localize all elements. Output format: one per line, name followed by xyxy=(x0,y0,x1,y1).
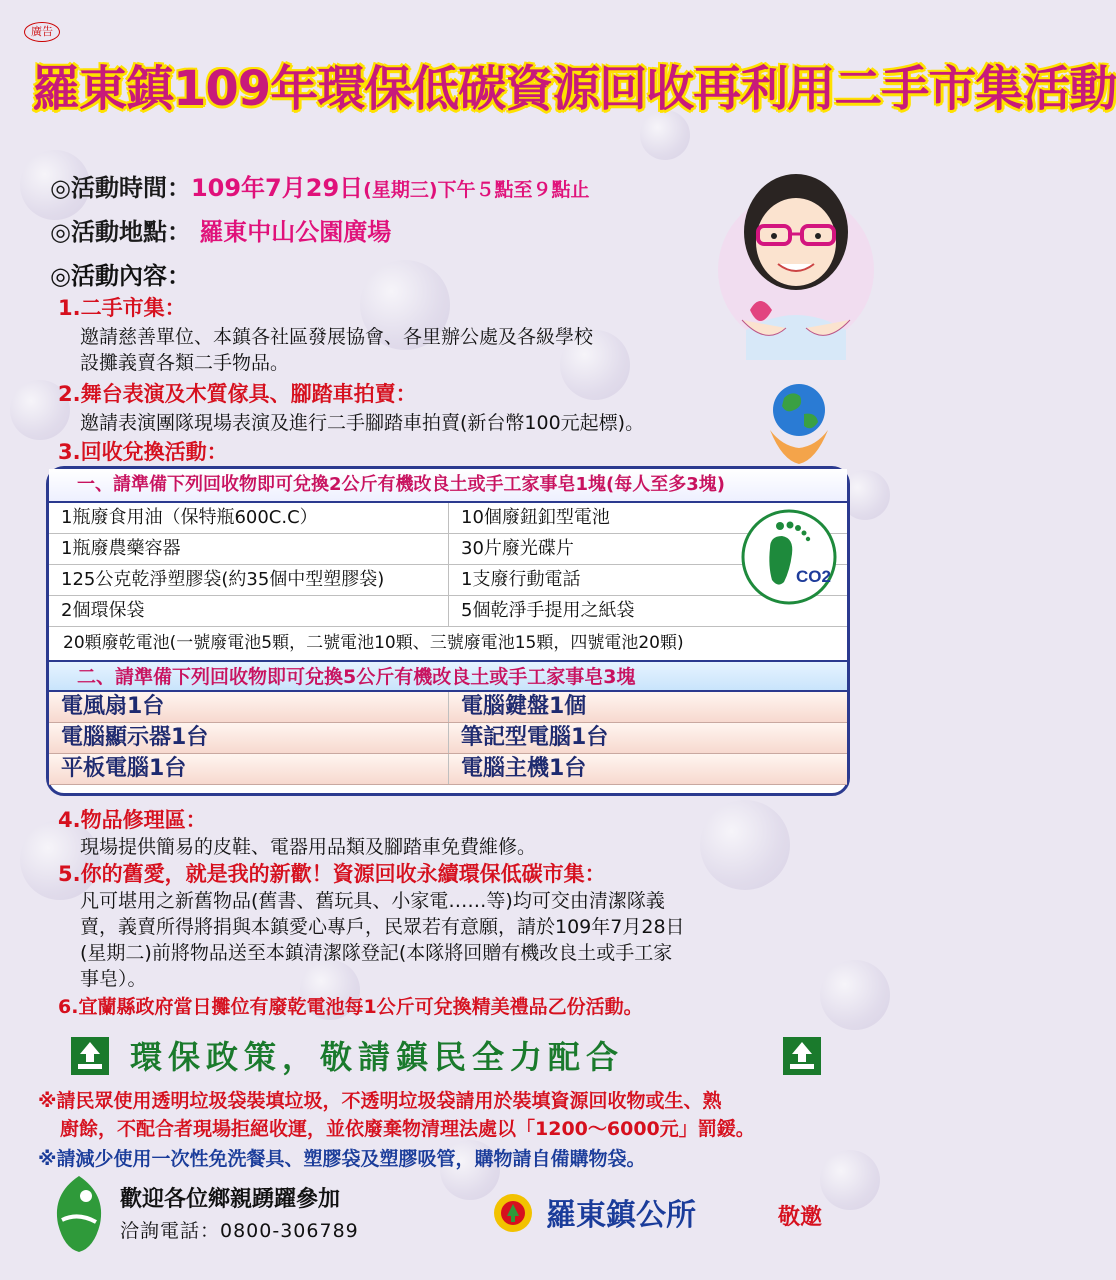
ad-badge: 廣告 xyxy=(24,22,60,42)
eco-leaf-logo xyxy=(48,1172,110,1256)
contact-phone: 洽詢電話：0800-306789 xyxy=(120,1220,359,1242)
table-row xyxy=(49,723,847,754)
section-1-line-2: 設攤義賣各類二手物品。 xyxy=(80,352,290,374)
section-2-line-1: 邀請表演團隊現場表演及進行二手腳踏車拍賣(新台幣100元起標)。 xyxy=(80,412,645,434)
table-cell: 筆記型電腦1台 xyxy=(461,725,609,750)
table-row-full: 20顆廢乾電池(一號廢電池5顆，二號電池10顆、三號廢電池15顆，四號電池20顆) xyxy=(63,633,684,653)
event-time xyxy=(50,168,590,203)
event-content-label: ◎活動內容： xyxy=(50,262,191,290)
notice-1-line-2: 廚餘，不配合者現場拒絕收運，並依廢棄物清理法處以「1200～6000元」罰鍰。 xyxy=(60,1118,755,1140)
event-place-value: 羅東中山公園廣場 xyxy=(199,218,392,246)
welcome-text: 歡迎各位鄉親踴躍參加 xyxy=(120,1187,341,1212)
page-title: 羅東鎮109年環保低碳資源回收再利用二手市集活動 xyxy=(32,61,1116,117)
section-5-line-4: 事皂）。 xyxy=(80,968,147,990)
exchange-table xyxy=(46,466,850,796)
table-row xyxy=(49,596,847,627)
table-cell: 電風扇1台 xyxy=(49,692,449,722)
table-cell: 1瓶廢農藥容器 xyxy=(49,534,449,564)
section-5-title: 5.你的舊愛，就是我的新歡！資源回收永續環保低碳市集： xyxy=(58,862,606,886)
section-5-line-1: 凡可堪用之新舊物品(舊書、舊玩具、小家電……等)均可交由清潔隊義 xyxy=(80,890,665,912)
policy-text: 環保政策，敬請鎮民全力配合 xyxy=(130,1038,625,1076)
event-time-hours: (星期三)下午５點至９點止 xyxy=(363,179,590,201)
section-6-title: 6.宜蘭縣政府當日攤位有廢乾電池每1公斤可兌換精美禮品乙份活動。 xyxy=(58,996,643,1018)
table-cell: 電腦顯示器1台 xyxy=(49,723,449,753)
table-cell: 1瓶廢食用油（保特瓶600C.C） xyxy=(49,503,449,533)
co2-label: CO2 xyxy=(796,567,831,586)
recycle-icon xyxy=(782,1036,822,1076)
section-1-title: 1.二手市集： xyxy=(58,296,186,320)
table-cell: 5個乾淨手提用之紙袋 xyxy=(461,600,635,621)
event-time-date: 109年7月29日 xyxy=(190,174,364,202)
event-time-label: ◎活動時間： xyxy=(50,174,191,202)
table-row xyxy=(49,565,847,596)
section-2-title: 2.舞台表演及木質傢具、腳踏車拍賣： xyxy=(58,382,417,406)
table-cell: 2個環保袋 xyxy=(49,596,449,626)
organizer-name: 羅東鎮公所 xyxy=(546,1198,696,1233)
table-cell: 電腦主機1台 xyxy=(461,756,587,781)
table-row xyxy=(49,534,847,565)
notice-1-line-1: ※請民眾使用透明垃圾袋裝填垃圾，不透明垃圾袋請用於裝填資源回收物或生、熟 xyxy=(38,1090,722,1112)
recycle-icon xyxy=(70,1036,110,1076)
table-cell: 10個廢鈕釦型電池 xyxy=(461,507,610,528)
exchange-tier-1-grid xyxy=(49,503,847,660)
table-cell: 1支廢行動電話 xyxy=(461,569,581,590)
section-4-line-1: 現場提供簡易的皮鞋、電器用品類及腳踏車免費維修。 xyxy=(80,836,537,858)
globe-hands-icon xyxy=(764,380,834,470)
section-5-line-2: 賣，義賣所得將捐與本鎮愛心專戶，民眾若有意願，請於109年7月28日 xyxy=(80,916,685,938)
event-place xyxy=(50,212,391,247)
event-place-label: ◎活動地點： xyxy=(50,218,191,246)
exchange-tier-2-header: 二、請準備下列回收物即可兌換5公斤有機改良土或手工家事皂3塊 xyxy=(49,660,847,692)
table-cell: 電腦鍵盤1個 xyxy=(461,694,587,719)
table-cell: 125公克乾淨塑膠袋(約35個中型塑膠袋) xyxy=(49,565,449,595)
exchange-tier-2-grid xyxy=(49,692,847,785)
town-emblem-icon xyxy=(492,1192,534,1234)
table-cell: 平板電腦1台 xyxy=(49,754,449,784)
table-cell: 30片廢光碟片 xyxy=(461,538,574,559)
section-4-title: 4.物品修理區： xyxy=(58,808,207,832)
table-row xyxy=(49,754,847,785)
section-1-line-1: 邀請慈善單位、本鎮各社區發展協會、各里辦公處及各級學校 xyxy=(80,326,594,348)
table-row xyxy=(49,692,847,723)
notice-2: ※請減少使用一次性免洗餐具、塑膠袋及塑膠吸管，購物請自備購物袋。 xyxy=(38,1148,646,1170)
table-row xyxy=(49,503,847,534)
invite-text: 敬邀 xyxy=(778,1205,823,1230)
mascot-illustration xyxy=(716,160,876,360)
policy-banner xyxy=(70,1030,830,1080)
section-3-title: 3.回收兌換活動： xyxy=(58,440,228,464)
section-5-line-3: (星期二)前將物品送至本鎮清潔隊登記(本隊將回贈有機改良土或手工家 xyxy=(80,942,673,964)
exchange-tier-1-header: 一、請準備下列回收物即可兌換2公斤有機改良土或手工家事皂1塊(每人至多3塊) xyxy=(49,469,847,503)
carbon-footprint-icon xyxy=(740,508,838,606)
